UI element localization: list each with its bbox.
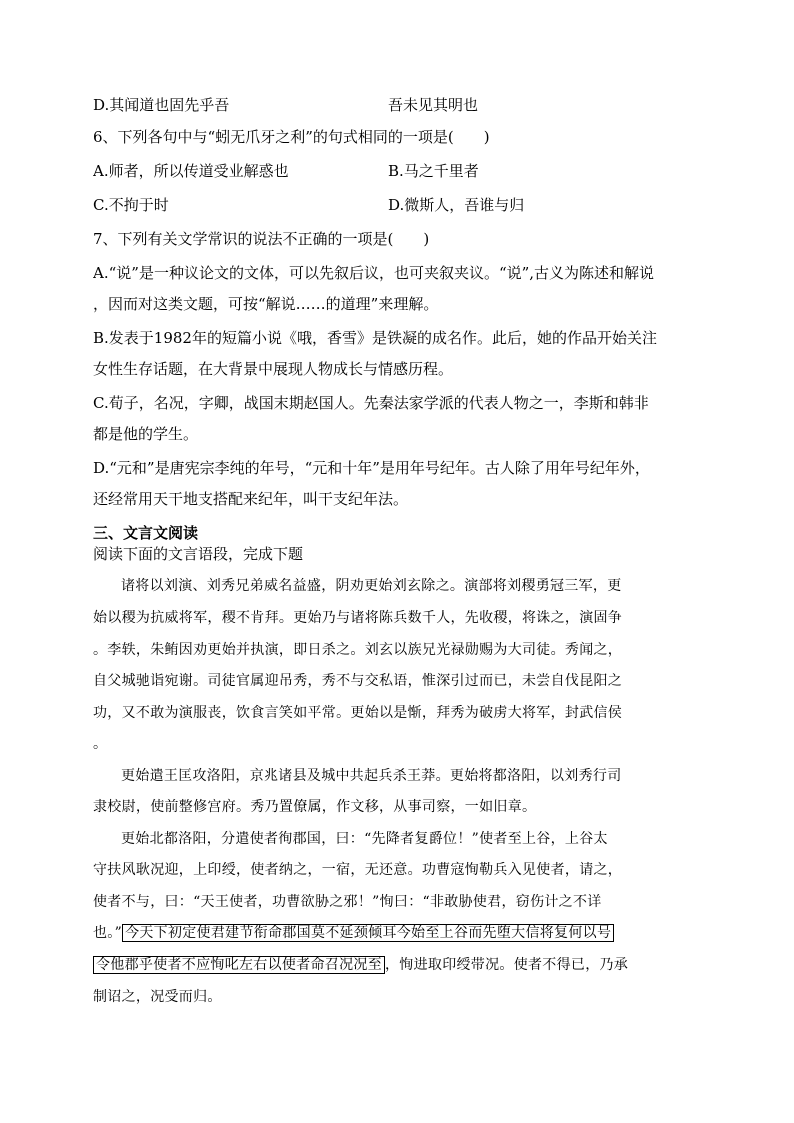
- q6-stem: 6、下列各句中与“蚓无爪牙之利”的句式相同的一项是( ): [93, 128, 490, 146]
- q5-option-d-right: 吾未见其明也: [388, 96, 479, 114]
- q6-option-b: B.马之千里者: [388, 162, 479, 180]
- section-instruction: 阅读下面的文言语段，完成下题: [93, 545, 304, 563]
- q7-option-c-line2: 都是他的学生。: [93, 425, 199, 443]
- q7-option-d-line1: D.“元和”是唐宪宗李纯的年号，“元和十年”是用年号纪年。古人除了用年号纪年外，: [93, 459, 650, 477]
- passage-p1-line2: 始以稷为抗威将军，稷不肯拜。更始乃与诸将陈兵数千人，先收稷，将诛之，演固争: [93, 610, 623, 626]
- passage-p1-line4: 自父城驰诣宛谢。司徒官属迎吊秀，秀不与交私语，惟深引过而已，未尝自伐昆阳之: [93, 673, 623, 689]
- q6-option-d: D.微斯人，吾谁与归: [388, 196, 525, 214]
- q5-option-d-left: D.其闻道也固先乎吾: [93, 96, 230, 114]
- passage-p3-line6: 制诏之，况受而归。: [93, 989, 222, 1005]
- passage-p3-line5-tail: ，恂进取印绶带况。使者不得已，乃承: [385, 957, 629, 973]
- passage-p2-line1: 更始遣王匡攻洛阳，京兆诸县及城中共起兵杀王莽。更始将都洛阳，以刘秀行司: [121, 768, 622, 784]
- passage-p2-line2: 隶校尉，使前整修宫府。秀乃置僚属，作文移，从事司察，一如旧章。: [93, 799, 537, 815]
- q6-option-a: A.师者，所以传道受业解惑也: [93, 162, 289, 180]
- boxed-sentence-part1: 今天下初定使君建节衔命郡国莫不延颈倾耳今始至上谷而先堕大信将复何以号: [122, 924, 614, 942]
- q7-option-d-line2: 还经常用天干地支搭配来纪年，叫干支纪年法。: [93, 490, 409, 508]
- passage-p3-line2: 守扶风耿况迎，上印绶，使者纳之，一宿，无还意。功曹寇恂勒兵入见使者，请之，: [93, 862, 623, 878]
- q6-options-cd: [93, 194, 703, 216]
- passage-p3-line5: [93, 954, 703, 976]
- section-heading: 三、文言文阅读: [93, 524, 199, 542]
- boxed-sentence-part2: 令他郡乎使者不应恂叱左右以使者命召况况至: [93, 956, 385, 974]
- passage-p1-line1: 诸将以刘演、刘秀兄弟威名益盛，阴劝更始刘玄除之。演部将刘稷勇冠三军，更: [121, 578, 622, 594]
- passage-p3-line3: 使者不与，曰：“天王使者，功曹欲胁之邪！”恂曰：“非敢胁使君，窃伤计之不详: [93, 894, 602, 910]
- passage-p3-line1: 更始北都洛阳，分遣使者徇郡国，曰：“先降者复爵位！”使者至上谷，上谷太: [121, 831, 608, 847]
- passage-p3-line4: [93, 922, 703, 944]
- passage-p1-line6: 。: [93, 736, 108, 752]
- q6-options-ab: [93, 160, 703, 182]
- q7-stem: 7、下列有关文学常识的说法不正确的一项是( ): [93, 230, 430, 248]
- passage-p3-line4-lead: 也。”: [93, 925, 123, 941]
- q7-option-b-line1: B.发表于1982年的短篇小说《哦，香雪》是铁凝的成名作。此后，她的作品开始关注: [93, 329, 657, 347]
- q6-option-c: C.不拘于时: [93, 196, 169, 214]
- q7-option-b-line2: 女性生存话题，在大背景中展现人物成长与情感历程。: [93, 360, 454, 378]
- q5-option-d-line: [93, 94, 703, 116]
- q7-option-a-line1: A.“说”是一种议论文的文体，可以先叙后议，也可夹叙夹议。“说”,古义为陈述和解说: [93, 264, 655, 282]
- passage-p1-line5: 功，又不敢为演服丧，饮食言笑如平常。更始以是惭，拜秀为破虏大将军，封武信侯: [93, 705, 623, 721]
- q7-option-a-line2: ，因而对这类文题，可按“解说……的道理”来理解。: [93, 295, 439, 313]
- passage-p1-line3: 。李轶，朱鲔因劝更始并执演，即日杀之。刘玄以族兄光禄勋赐为大司徒。秀闻之，: [93, 642, 623, 658]
- q7-option-c-line1: C.荀子，名况，字卿，战国末期赵国人。先秦法家学派的代表人物之一，李斯和韩非: [93, 394, 649, 412]
